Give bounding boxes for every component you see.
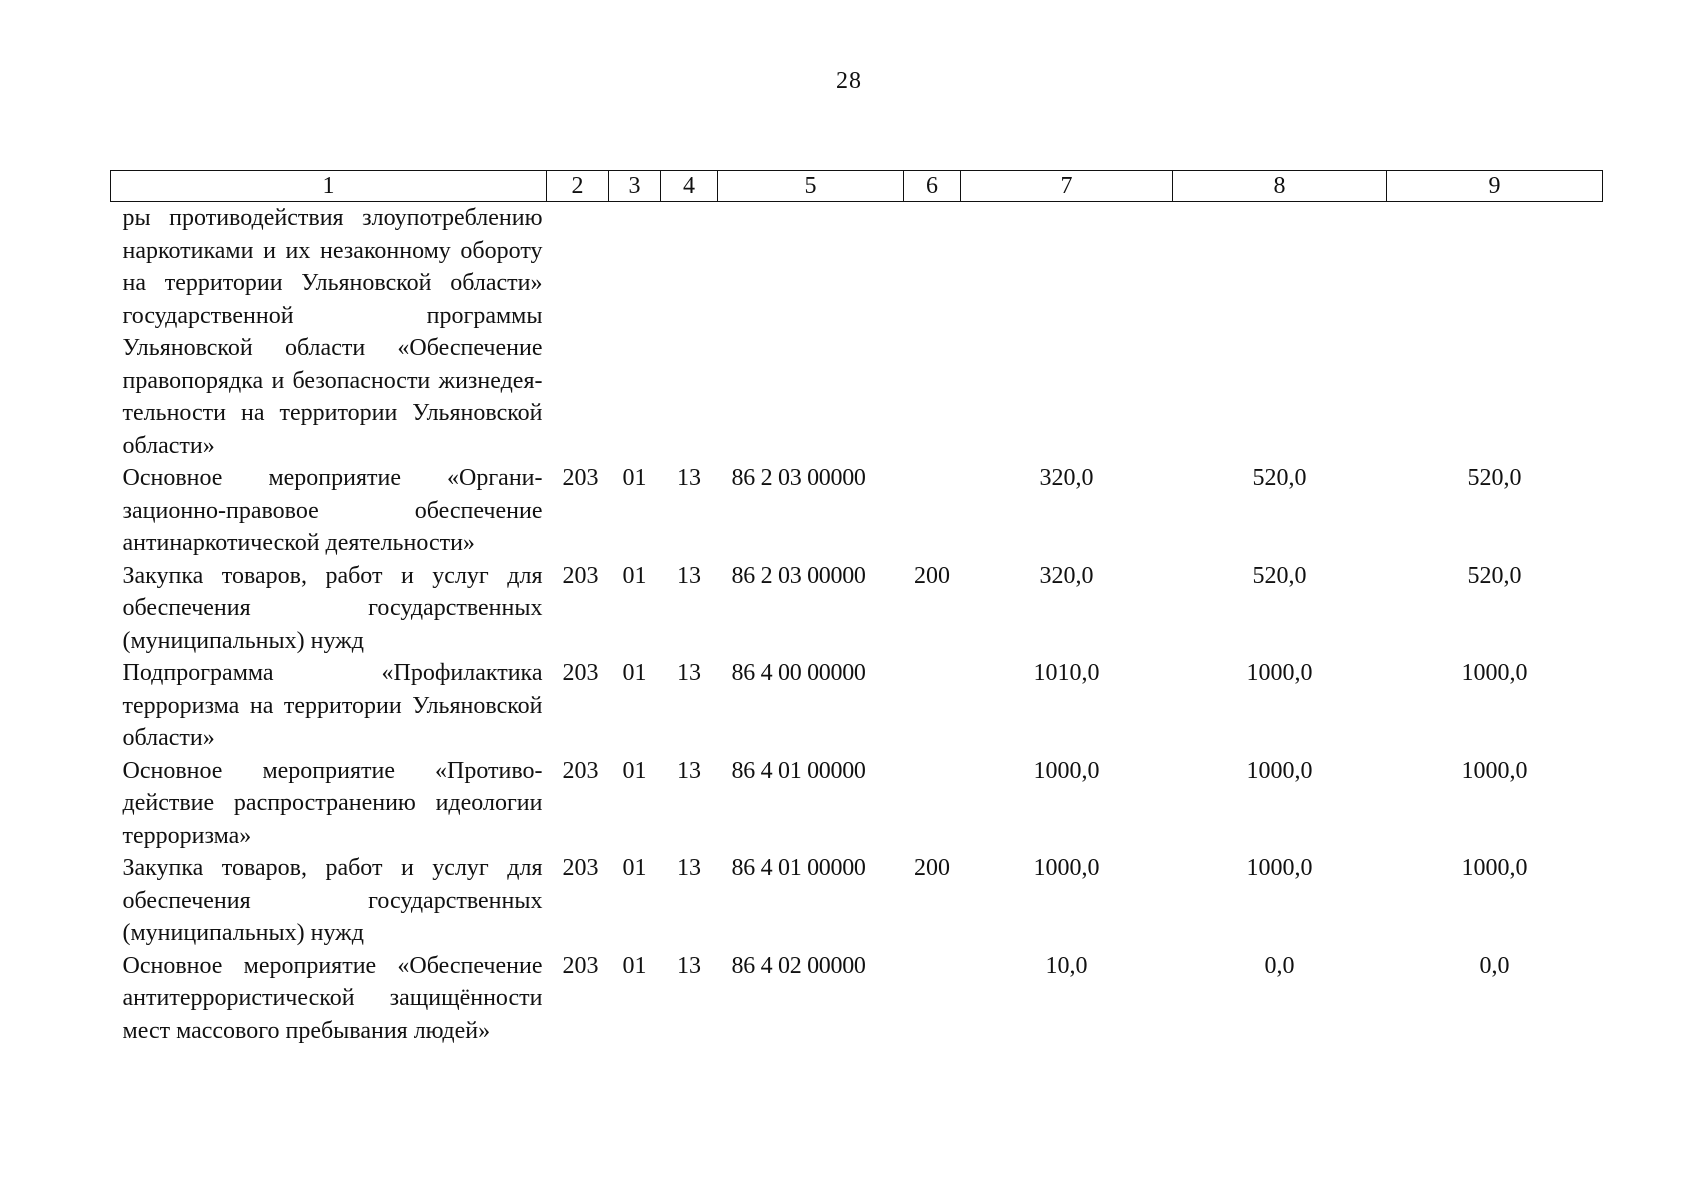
cell-col9: 520,0	[1467, 562, 1522, 589]
cell-col2: 203	[562, 757, 599, 784]
cell-col8: 1000,0	[1246, 855, 1313, 881]
cell-col9: 1000,0	[1461, 855, 1528, 881]
column-header: 5	[718, 171, 904, 202]
cell-col5	[718, 202, 904, 463]
row-name: Основное мероприятие «Организационно-правовое обеспечение антинаркотической деятельности»	[122, 465, 543, 556]
cell-col7: 1010,0	[1033, 660, 1100, 686]
column-header: 7	[961, 171, 1173, 202]
cell-col3: 01	[622, 562, 647, 589]
cell-col7	[961, 202, 1173, 463]
cell-col6: 200	[914, 855, 950, 881]
row-name: Закупка товаров, работ и услуг для обеспечения государственных (муниципальных) нужд	[122, 562, 543, 654]
cell-col8: 1000,0	[1246, 660, 1313, 686]
cell-col4: 13	[677, 855, 701, 881]
cell-col9	[1387, 202, 1603, 463]
row-name: Подпрограмма «Профилактика терроризма на территории Ульяновской области»	[122, 660, 543, 751]
cell-col5: 86 4 02 00000	[731, 952, 866, 979]
cell-col9: 1000,0	[1461, 757, 1528, 784]
cell-col7: 10,0	[1045, 952, 1088, 979]
cell-col2: 203	[562, 562, 599, 589]
table-row	[111, 755, 1603, 853]
cell-col8: 0,0	[1264, 952, 1295, 979]
cell-col3: 01	[622, 757, 647, 784]
cell-col7: 1000,0	[1033, 757, 1100, 784]
table-row	[111, 560, 1603, 658]
cell-col8: 520,0	[1252, 562, 1307, 589]
cell-col6	[904, 202, 961, 463]
cell-col8: 1000,0	[1246, 757, 1313, 784]
table-body	[111, 202, 1603, 1048]
row-name: Основное мероприятие «Обеспечение антитеррористической защищённости мест массового пребывания людей»	[122, 952, 543, 1044]
cell-col7: 320,0	[1039, 465, 1094, 491]
cell-col8: 520,0	[1252, 465, 1307, 491]
cell-col4: 13	[677, 465, 701, 491]
cell-col7: 320,0	[1039, 562, 1094, 589]
column-header: 3	[609, 171, 661, 202]
table-row	[111, 657, 1603, 755]
cell-col6: 200	[914, 562, 950, 589]
table-row	[111, 462, 1603, 560]
table-row	[111, 202, 1603, 463]
cell-col6	[904, 950, 961, 1048]
table-row	[111, 852, 1603, 950]
cell-col5: 86 4 01 00000	[731, 757, 866, 784]
cell-col8	[1173, 202, 1387, 463]
cell-col4: 13	[677, 562, 701, 589]
cell-col5: 86 2 03 00000	[731, 562, 866, 589]
header-row	[111, 171, 1603, 202]
cell-col2: 203	[562, 855, 599, 881]
cell-col9: 0,0	[1479, 952, 1510, 979]
cell-col3: 01	[622, 660, 647, 686]
cell-col4: 13	[677, 757, 701, 784]
cell-col2: 203	[562, 660, 599, 686]
column-header: 4	[661, 171, 718, 202]
cell-col3: 01	[622, 855, 647, 881]
cell-col6	[904, 462, 961, 560]
cell-col6	[904, 657, 961, 755]
cell-col2: 203	[562, 952, 599, 979]
row-name: Закупка товаров, работ и услуг для обеспечения государственных (муниципальных) нужд	[122, 855, 543, 946]
cell-col6	[904, 755, 961, 853]
budget-table	[110, 170, 1603, 1047]
cell-col4: 13	[677, 952, 701, 979]
column-header: 9	[1387, 171, 1603, 202]
page-number: 28	[836, 68, 862, 94]
cell-col5: 86 4 01 00000	[731, 855, 866, 881]
cell-col3	[609, 202, 661, 463]
row-name: ры противодействия злоупотреблению наркотиками и их незаконному обороту на территории Ульяновской области» государственной программы Ульяновской области «Обеспечение правопорядка и безопасности жизнедеятельности на территории Ульяновской области»	[122, 205, 543, 459]
column-header: 6	[904, 171, 961, 202]
cell-col9: 520,0	[1467, 465, 1522, 491]
cell-col9: 1000,0	[1461, 660, 1528, 686]
row-name: Основное мероприятие «Противодействие распространению идеологии терроризма»	[122, 757, 543, 849]
column-header: 2	[547, 171, 609, 202]
cell-col3: 01	[622, 465, 647, 491]
cell-col7: 1000,0	[1033, 855, 1100, 881]
cell-col3: 01	[622, 952, 647, 979]
column-header: 8	[1173, 171, 1387, 202]
cell-col5: 86 2 03 00000	[731, 465, 866, 491]
cell-col4: 13	[677, 660, 701, 686]
cell-col4	[661, 202, 718, 463]
table-row	[111, 950, 1603, 1048]
cell-col5: 86 4 00 00000	[731, 660, 866, 686]
column-header: 1	[111, 171, 547, 202]
cell-col2	[547, 202, 609, 463]
table-header	[111, 171, 1603, 202]
cell-col2: 203	[562, 465, 599, 491]
